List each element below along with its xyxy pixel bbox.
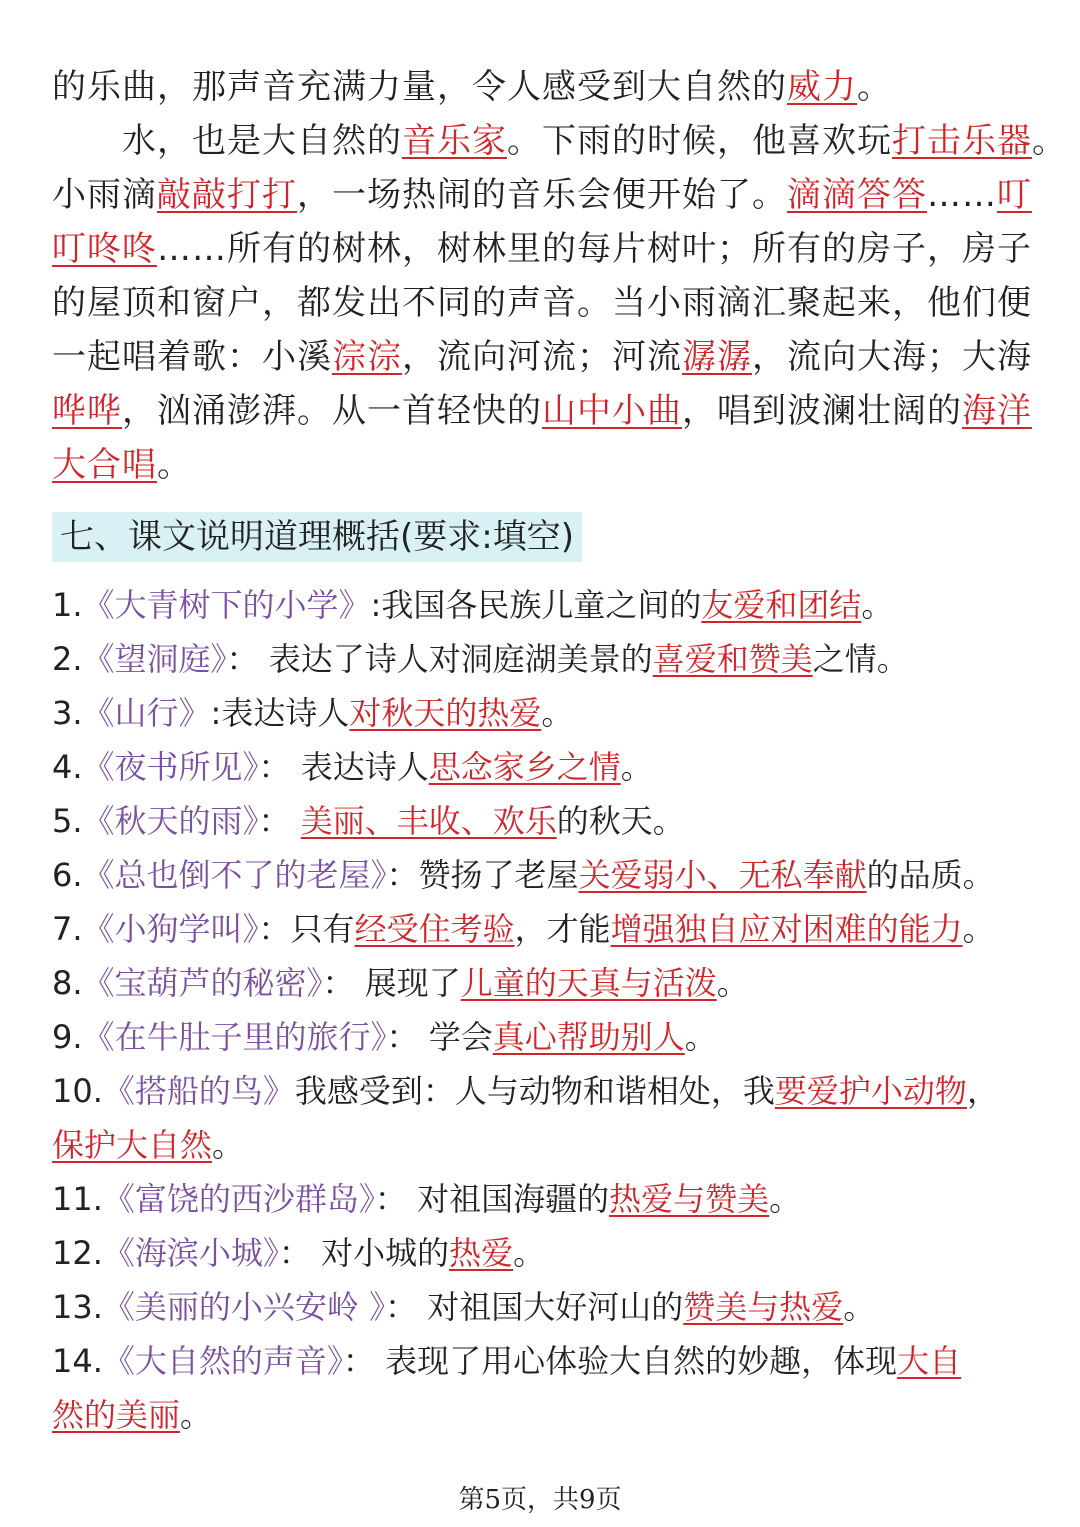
lesson-title: 《美丽的小兴安岭 》 bbox=[102, 1288, 386, 1326]
list-item: 3.《山行》:表达诗人对秋天的热爱。 bbox=[52, 694, 574, 732]
summary-list bbox=[52, 578, 1042, 1442]
answer-text: 滴滴答答 bbox=[787, 175, 927, 215]
list-item: 6.《总也倒不了的老屋》：赞扬了老屋关爱弱小、无私奉献的品质。 bbox=[52, 856, 995, 894]
list-item: 5.《秋天的雨》： 美丽、丰收、欢乐的秋天。 bbox=[52, 802, 685, 840]
lesson-title: 《小狗学叫》 bbox=[82, 910, 259, 948]
text-line: 水，也是大自然的音乐家。下雨的时候，他喜欢玩打击乐器。 bbox=[52, 121, 1067, 161]
list-item: 7.《小狗学叫》：只有经受住考验，才能增强独自应对困难的能力。 bbox=[52, 910, 995, 948]
answer-text: 大合唱 bbox=[52, 445, 157, 485]
answer-text: 海洋 bbox=[962, 391, 1032, 431]
answer-text: 增强独自应对困难的能力 bbox=[610, 910, 963, 948]
lesson-title: 《海滨小城》 bbox=[102, 1234, 279, 1272]
answer-text: 然的美丽 bbox=[52, 1396, 181, 1434]
text-line: 一起唱着歌：小溪淙淙，流向河流；河流潺潺，流向大海；大海 bbox=[52, 337, 1032, 377]
answer-text: 大自 bbox=[897, 1342, 962, 1380]
answer-text: 热爱 bbox=[449, 1234, 514, 1272]
text-line: 哗哗，汹涌澎湃。从一首轻快的山中小曲，唱到波澜壮阔的海洋 bbox=[52, 391, 1032, 431]
lesson-title: 《秋天的雨》 bbox=[82, 802, 259, 840]
answer-text: 敲敲打打 bbox=[157, 175, 297, 215]
answer-text: 真心帮助别人 bbox=[492, 1018, 685, 1056]
lesson-title: 《在牛肚子里的旅行》 bbox=[82, 1018, 387, 1056]
lesson-title: 《宝葫芦的秘密》 bbox=[82, 964, 323, 1002]
lesson-title: 《大青树下的小学》 bbox=[82, 586, 371, 624]
answer-text: 打击乐器 bbox=[892, 121, 1032, 161]
intro-paragraph bbox=[52, 60, 1067, 492]
answer-text: 关爱弱小、无私奉献 bbox=[578, 856, 867, 894]
text-line: 的乐曲，那声音充满力量，令人感受到大自然的威力。 bbox=[52, 67, 892, 107]
answer-text: 热爱与赞美 bbox=[609, 1180, 770, 1218]
answer-text: 儿童的天真与活泼 bbox=[460, 964, 717, 1002]
answer-text: 对秋天的热爱 bbox=[349, 694, 542, 732]
answer-text: 赞美与热爱 bbox=[683, 1288, 844, 1326]
list-item: 14.《大自然的声音》： 表现了用心体验大自然的妙趣，体现大自 然的美丽。 bbox=[52, 1342, 962, 1434]
text-line: 大合唱。 bbox=[52, 445, 192, 485]
answer-text: 叮咚咚 bbox=[52, 229, 157, 269]
list-item: 11.《富饶的西沙群岛》： 对祖国海疆的热爱与赞美。 bbox=[52, 1180, 802, 1218]
answer-text: 友爱和团结 bbox=[701, 586, 862, 624]
lesson-title: 《望洞庭》 bbox=[82, 640, 227, 678]
list-item: 4.《夜书所见》： 表达诗人思念家乡之情。 bbox=[52, 748, 653, 786]
list-item: 1.《大青树下的小学》:我国各民族儿童之间的友爱和团结。 bbox=[52, 586, 894, 624]
list-item: 12.《海滨小城》： 对小城的热爱。 bbox=[52, 1234, 546, 1272]
list-item: 10.《搭船的鸟》我感受到：人与动物和谐相处，我要爱护小动物， 保护大自然。 bbox=[52, 1072, 999, 1164]
answer-text: 叮 bbox=[997, 175, 1032, 215]
answer-text: 潺潺 bbox=[682, 337, 752, 377]
list-item: 2.《望洞庭》： 表达了诗人对洞庭湖美景的喜爱和赞美之情。 bbox=[52, 640, 909, 678]
list-item: 8.《宝葫芦的秘密》： 展现了儿童的天真与活泼。 bbox=[52, 964, 749, 1002]
section-heading: 七、课文说明道理概括(要求:填空) bbox=[52, 512, 582, 562]
answer-text: 经受住考验 bbox=[354, 910, 515, 948]
lesson-title: 《富饶的西沙群岛》 bbox=[102, 1180, 375, 1218]
text-line: 的屋顶和窗户，都发出不同的声音。当小雨滴汇聚起来，他们便 bbox=[52, 283, 1032, 323]
answer-text: 音乐家 bbox=[402, 121, 507, 161]
list-item: 13.《美丽的小兴安岭 》： 对祖国大好河山的赞美与热爱。 bbox=[52, 1288, 876, 1326]
answer-text: 思念家乡之情 bbox=[428, 748, 621, 786]
answer-text: 山中小曲 bbox=[542, 391, 682, 431]
lesson-title: 《搭船的鸟》 bbox=[102, 1072, 295, 1110]
answer-text: 淙淙 bbox=[332, 337, 402, 377]
answer-text: 要爱护小动物 bbox=[774, 1072, 967, 1110]
lesson-title: 《夜书所见》 bbox=[82, 748, 259, 786]
answer-text: 保护大自然 bbox=[52, 1126, 213, 1164]
lesson-title: 《大自然的声音》 bbox=[102, 1342, 343, 1380]
lesson-title: 《总也倒不了的老屋》 bbox=[82, 856, 387, 894]
page-number: 第5页，共9页 bbox=[458, 1485, 622, 1515]
text-line: 叮咚咚……所有的树林，树林里的每片树叶；所有的房子，房子 bbox=[52, 229, 1032, 269]
lesson-title: 《山行》 bbox=[82, 694, 211, 732]
answer-text: 喜爱和赞美 bbox=[652, 640, 813, 678]
text-line: 小雨滴敲敲打打，一场热闹的音乐会便开始了。滴滴答答……叮 bbox=[52, 175, 1032, 215]
answer-text: 威力 bbox=[787, 67, 857, 107]
answer-text: 美丽、丰收、欢乐 bbox=[300, 802, 557, 840]
list-item: 9.《在牛肚子里的旅行》： 学会真心帮助别人。 bbox=[52, 1018, 717, 1056]
answer-text: 哗哗 bbox=[52, 391, 122, 431]
